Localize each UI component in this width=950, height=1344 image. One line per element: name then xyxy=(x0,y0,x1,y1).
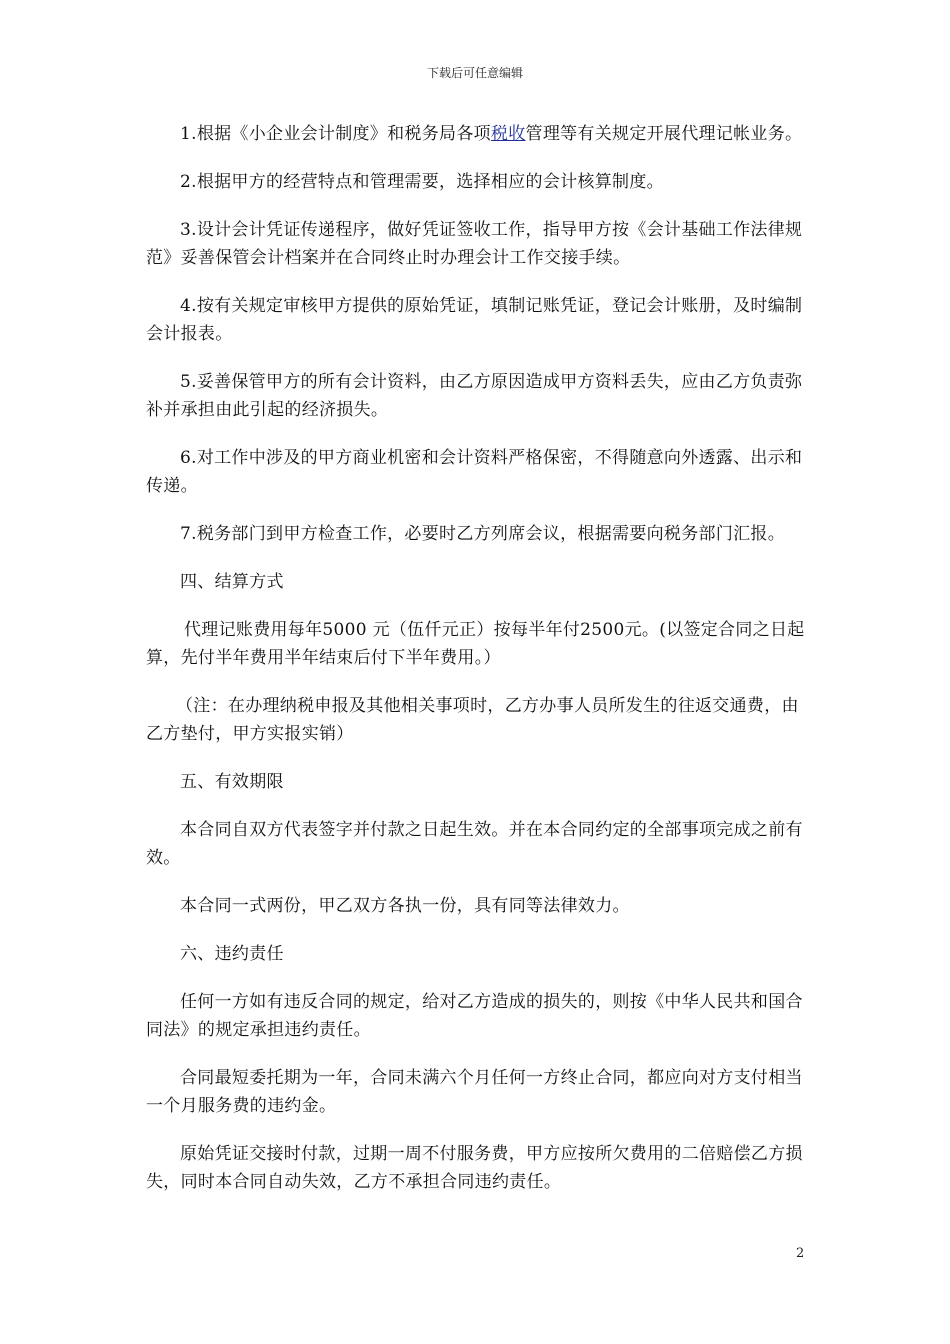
settlement-fee: 代理记账费用每年5000 元（伍仟元正）按每半年付2500元。(以签定合同之日起算，先付半年费用半年结束后付下半年费用。） xyxy=(146,620,805,668)
liability-paragraph-2: 合同最短委托期为一年，合同未满六个月任何一方终止合同，都应向对方支付相当一个月服务费的违约金。 xyxy=(146,1068,803,1116)
page-number: 2 xyxy=(796,1246,805,1261)
section-5-heading: 五、有效期限 xyxy=(180,772,284,792)
clause-2: 2.根据甲方的经营特点和管理需要，选择相应的会计核算制度。 xyxy=(180,172,664,192)
clause-1-text-b: 管理等有关规定开展代理记帐业务。 xyxy=(525,124,803,144)
clause-7: 7.税务部门到甲方检查工作，必要时乙方列席会议，根据需要向税务部门汇报。 xyxy=(180,524,786,544)
clause-3: 3.设计会计凭证传递程序，做好凭证签收工作，指导甲方按《会计基础工作法律规范》妥善保管会计档案并在合同终止时办理会计工作交接手续。 xyxy=(146,220,803,268)
page-header: 下载后可任意编辑 xyxy=(426,66,523,80)
clause-4: 4.按有关规定审核甲方提供的原始凭证，填制记账凭证，登记会计账册，及时编制会计报表。 xyxy=(146,296,803,344)
liability-paragraph-1: 任何一方如有违反合同的规定，给对乙方造成的损失的，则按《中华人民共和国合同法》的规定承担违约责任。 xyxy=(146,992,803,1040)
validity-paragraph-1: 本合同自双方代表签字并付款之日起生效。并在本合同约定的全部事项完成之前有效。 xyxy=(146,820,803,868)
clause-5: 5.妥善保管甲方的所有会计资料，由乙方原因造成甲方资料丢失，应由乙方负责弥补并承担由此引起的经济损失。 xyxy=(146,372,803,420)
validity-paragraph-2: 本合同一式两份，甲乙双方各执一份，具有同等法律效力。 xyxy=(180,896,630,916)
clause-1 xyxy=(146,120,810,148)
section-4-heading: 四、结算方式 xyxy=(180,572,284,592)
clause-1-text-a: 1.根据《小企业会计制度》和税务局各项 xyxy=(180,124,491,144)
section-6-heading: 六、违约责任 xyxy=(180,944,284,964)
document-body xyxy=(146,120,810,1216)
tax-link[interactable]: 税收 xyxy=(490,124,526,144)
settlement-note: （注：在办理纳税申报及其他相关事项时，乙方办事人员所发生的往返交通费，由乙方垫付，甲方实报实销） xyxy=(146,696,799,744)
liability-paragraph-3: 原始凭证交接时付款，过期一周不付服务费，甲方应按所欠费用的二倍赔偿乙方损失，同时本合同自动失效，乙方不承担合同违约责任。 xyxy=(146,1144,803,1192)
clause-6: 6.对工作中涉及的甲方商业机密和会计资料严格保密，不得随意向外透露、出示和传递。 xyxy=(146,448,803,496)
